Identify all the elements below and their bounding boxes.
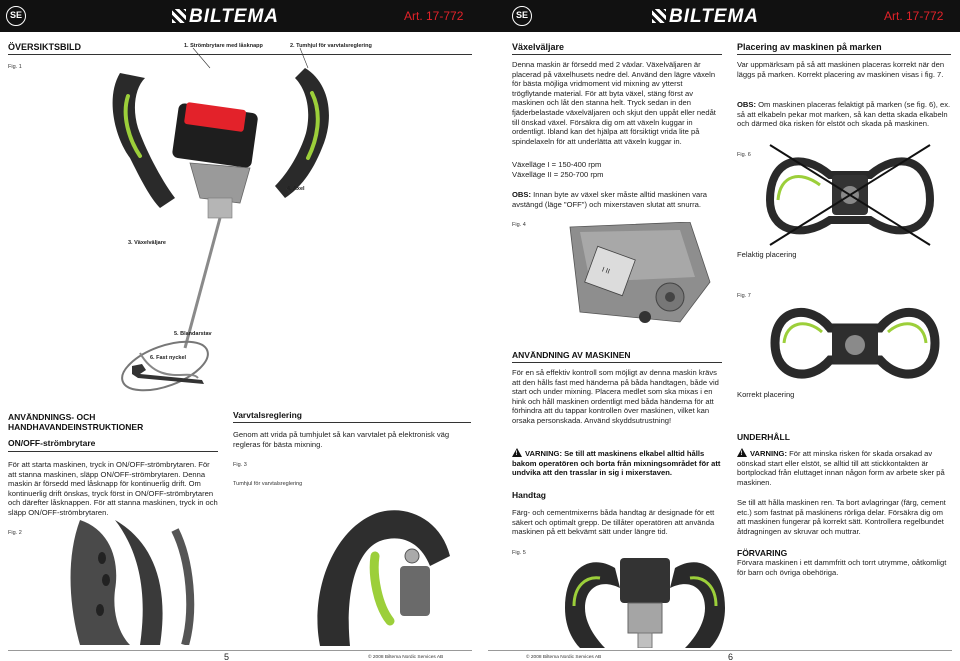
page-number: 5 [224, 652, 230, 661]
overview-title: ÖVERSIKTSBILD [8, 42, 82, 52]
divider [737, 54, 951, 55]
onoff-switch-illustration [60, 520, 210, 645]
part-2-label: 2. Tumhjul för varvtalsreglering [290, 43, 372, 49]
divider [512, 362, 722, 363]
part-5-label: 5. Blandarstav [174, 331, 212, 337]
placement-obs-text: Om maskinen placeras felaktigt på marken (se fig. 6), ex. så att elkabeln pekar mot marken, så kan detta skada elkabeln och därmed öka risken för elstöt och skada på maskinen. [737, 100, 951, 129]
gear-obs [512, 190, 724, 209]
svg-text:I II: I II [600, 266, 611, 276]
page-header [0, 0, 480, 32]
placement-title: Placering av maskinen på marken [737, 42, 882, 52]
warning-label: VARNING: [525, 449, 562, 458]
maintenance-warning-text: För att minska risken för skada orsakad av oönskad start eller elstöt, se alltid till att stickkontakten är bortplockad från eluttaget innan någon form av arbete sker på maskinen. [737, 449, 945, 487]
gear-title: Växelväljare [512, 42, 565, 52]
wrench-illustration [128, 360, 208, 388]
brand-name: BILTEMA [669, 6, 760, 27]
brand-name: BILTEMA [189, 6, 280, 27]
storage-text: Förvara maskinen i ett dammfritt och torrt utrymme, oåtkomligt för barn och övriga obehöriga. [737, 558, 947, 577]
onoff-text: För att starta maskinen, tryck in ON/OFF-strömbrytaren. För att stanna maskinen, släpp ON/OFF-strömbrytaren. Denna maskin är försedd med låsknapp för kontinuerlig drift. Om kontinuerlig drift önskas, tryck först in ON/OFF-strömbrytaren och därefter låsknappen. För att stanna maskinen, tryck in och släpp ON/OFF-strömbrytaren. [8, 460, 218, 517]
correct-placement-illustration [770, 298, 940, 383]
copyright: © 2008 Biltema Nordic Services AB [368, 655, 444, 660]
fig4-label: Fig. 4 [512, 222, 526, 228]
wrong-placement-illustration [760, 140, 940, 250]
placement-text: Var uppmärksam på så att maskinen placeras korrekt när den läggs på marken. Korrekt placering av maskinen visas i fig. 7. [737, 60, 945, 79]
speed-wheel-illustration [300, 496, 460, 646]
part-3-label: 3. Växelväljare [128, 240, 166, 246]
usage-warning-text: Se till att maskinens elkabel alltid hålls bakom operatören och borta från mixningsområdet för att undvika att den trasslar in sig i mixerstaven. [512, 449, 721, 478]
part-1-label: 1. Strömbrytare med låsknapp [184, 43, 263, 49]
speed-text: Genom att vrida på tumhjulet så kan varvtalet på elektronisk väg regleras för bästa mixning. [233, 430, 450, 449]
footer-rule [488, 650, 952, 651]
onoff-title: ON/OFF-strömbrytare [8, 438, 96, 448]
gear-1-speed: Växelläge I = 150-400 rpm [512, 160, 602, 169]
obs-label: OBS: [512, 190, 531, 199]
fig3-caption: Tumhjul för varvtalsreglering [233, 481, 303, 487]
brand-logo [172, 6, 279, 26]
wrong-placement-caption: Felaktig placering [737, 250, 797, 259]
handles-title: Handtag [512, 490, 546, 500]
fig1-label: Fig. 1 [8, 64, 22, 70]
flag-icon [652, 9, 666, 23]
brand-logo [652, 6, 759, 26]
usage-title: ANVÄNDNING AV MASKINEN [512, 350, 631, 360]
right-page [480, 0, 960, 661]
page-header [480, 0, 960, 32]
divider [8, 451, 218, 452]
warning-icon [512, 448, 522, 457]
instructions-title: ANVÄNDNINGS- OCH HANDHAVANDEINSTRUKTIONER [8, 412, 144, 432]
maintenance-title: UNDERHÅLL [737, 432, 790, 442]
article-number: Art. 17-772 [404, 9, 464, 23]
part-4-label: 4. Axel [287, 186, 305, 192]
fig5-label: Fig. 5 [512, 550, 526, 556]
handles-text: Färg- och cementmixerns båda handtag är designade för ett säkert och optimalt grepp. De tillåter operatören att använda maskinen på ett bekvämt sätt under längre tid. [512, 508, 715, 537]
footer-rule [8, 650, 472, 651]
warning-label: VARNING: [750, 449, 787, 458]
maintenance-text: Se till att hålla maskinen ren. Ta bort avlagringar (färg, cement etc.) som fastnat på maskinens rörliga delar. Försäkra dig om att maskinen fungerar på korrekt sätt. Kontrollera regelbundet åtdragningen av skruvar och muttrar. [737, 498, 946, 536]
placement-obs [737, 100, 951, 129]
gear-text: Denna maskin är försedd med 2 växlar. Växelväljaren är placerad på växelhusets nedre del. Använd den lägre växeln för bästa möjliga vridmoment vid mixning av ytterst trögflytande material. För att byta växel, stäng först av maskinen och låt den stanna helt. Tryck sedan in den fjäderbelastade växelväljaren och skjut den uppåt eller nedåt till önskad växel. Försäkra dig om att växeln kuggar in ordentligt. Ibland kan det hjälpa att försiktigt vrida lite på spindelaxeln för att underlätta att växeln kuggar in. [512, 60, 716, 146]
gear-obs-text: Innan byte av växel sker måste alltid maskinen vara avstängd (läge "OFF") och mixerstaven slutat att snurra. [512, 190, 708, 209]
copyright: © 2008 Biltema Nordic Services AB [526, 655, 602, 660]
obs-label: OBS: [737, 100, 756, 109]
maintenance-warning [737, 448, 951, 487]
fig3-label: Fig. 3 [233, 462, 247, 468]
usage-text: För en så effektiv kontroll som möjligt av denna maskin krävs att den hålls fast med händerna på båda handtagen, både vid start och under mixning. Placera medlet som ska mixas i en hink och håll maskinen ordentligt med båda händerna för att förhindra att du tappar kontrollen över maskinen, vilket kan orsaka personskada. Använd skyddsutrustning! [512, 368, 719, 425]
divider [233, 422, 471, 423]
warning-icon [737, 448, 747, 457]
part-6-label: 6. Fast nyckel [150, 355, 187, 361]
fig7-label: Fig. 7 [737, 293, 751, 299]
gear-2-speed: Växelläge II = 250-700 rpm [512, 170, 604, 179]
handles-illustration [560, 548, 730, 648]
divider [512, 54, 722, 55]
flag-icon [172, 9, 186, 23]
fig6-label: Fig. 6 [737, 152, 751, 158]
correct-placement-caption: Korrekt placering [737, 390, 795, 399]
article-number: Art. 17-772 [884, 9, 944, 23]
usage-warning [512, 448, 724, 478]
gear-selector-illustration [560, 222, 720, 332]
mixer-overview-illustration [90, 48, 380, 398]
speed-title: Varvtalsreglering [233, 410, 302, 420]
country-badge: SE [6, 6, 26, 26]
page-number: 6 [728, 652, 734, 661]
storage-title: FÖRVARING [737, 548, 788, 558]
country-badge: SE [512, 6, 532, 26]
fig2-label: Fig. 2 [8, 530, 22, 536]
